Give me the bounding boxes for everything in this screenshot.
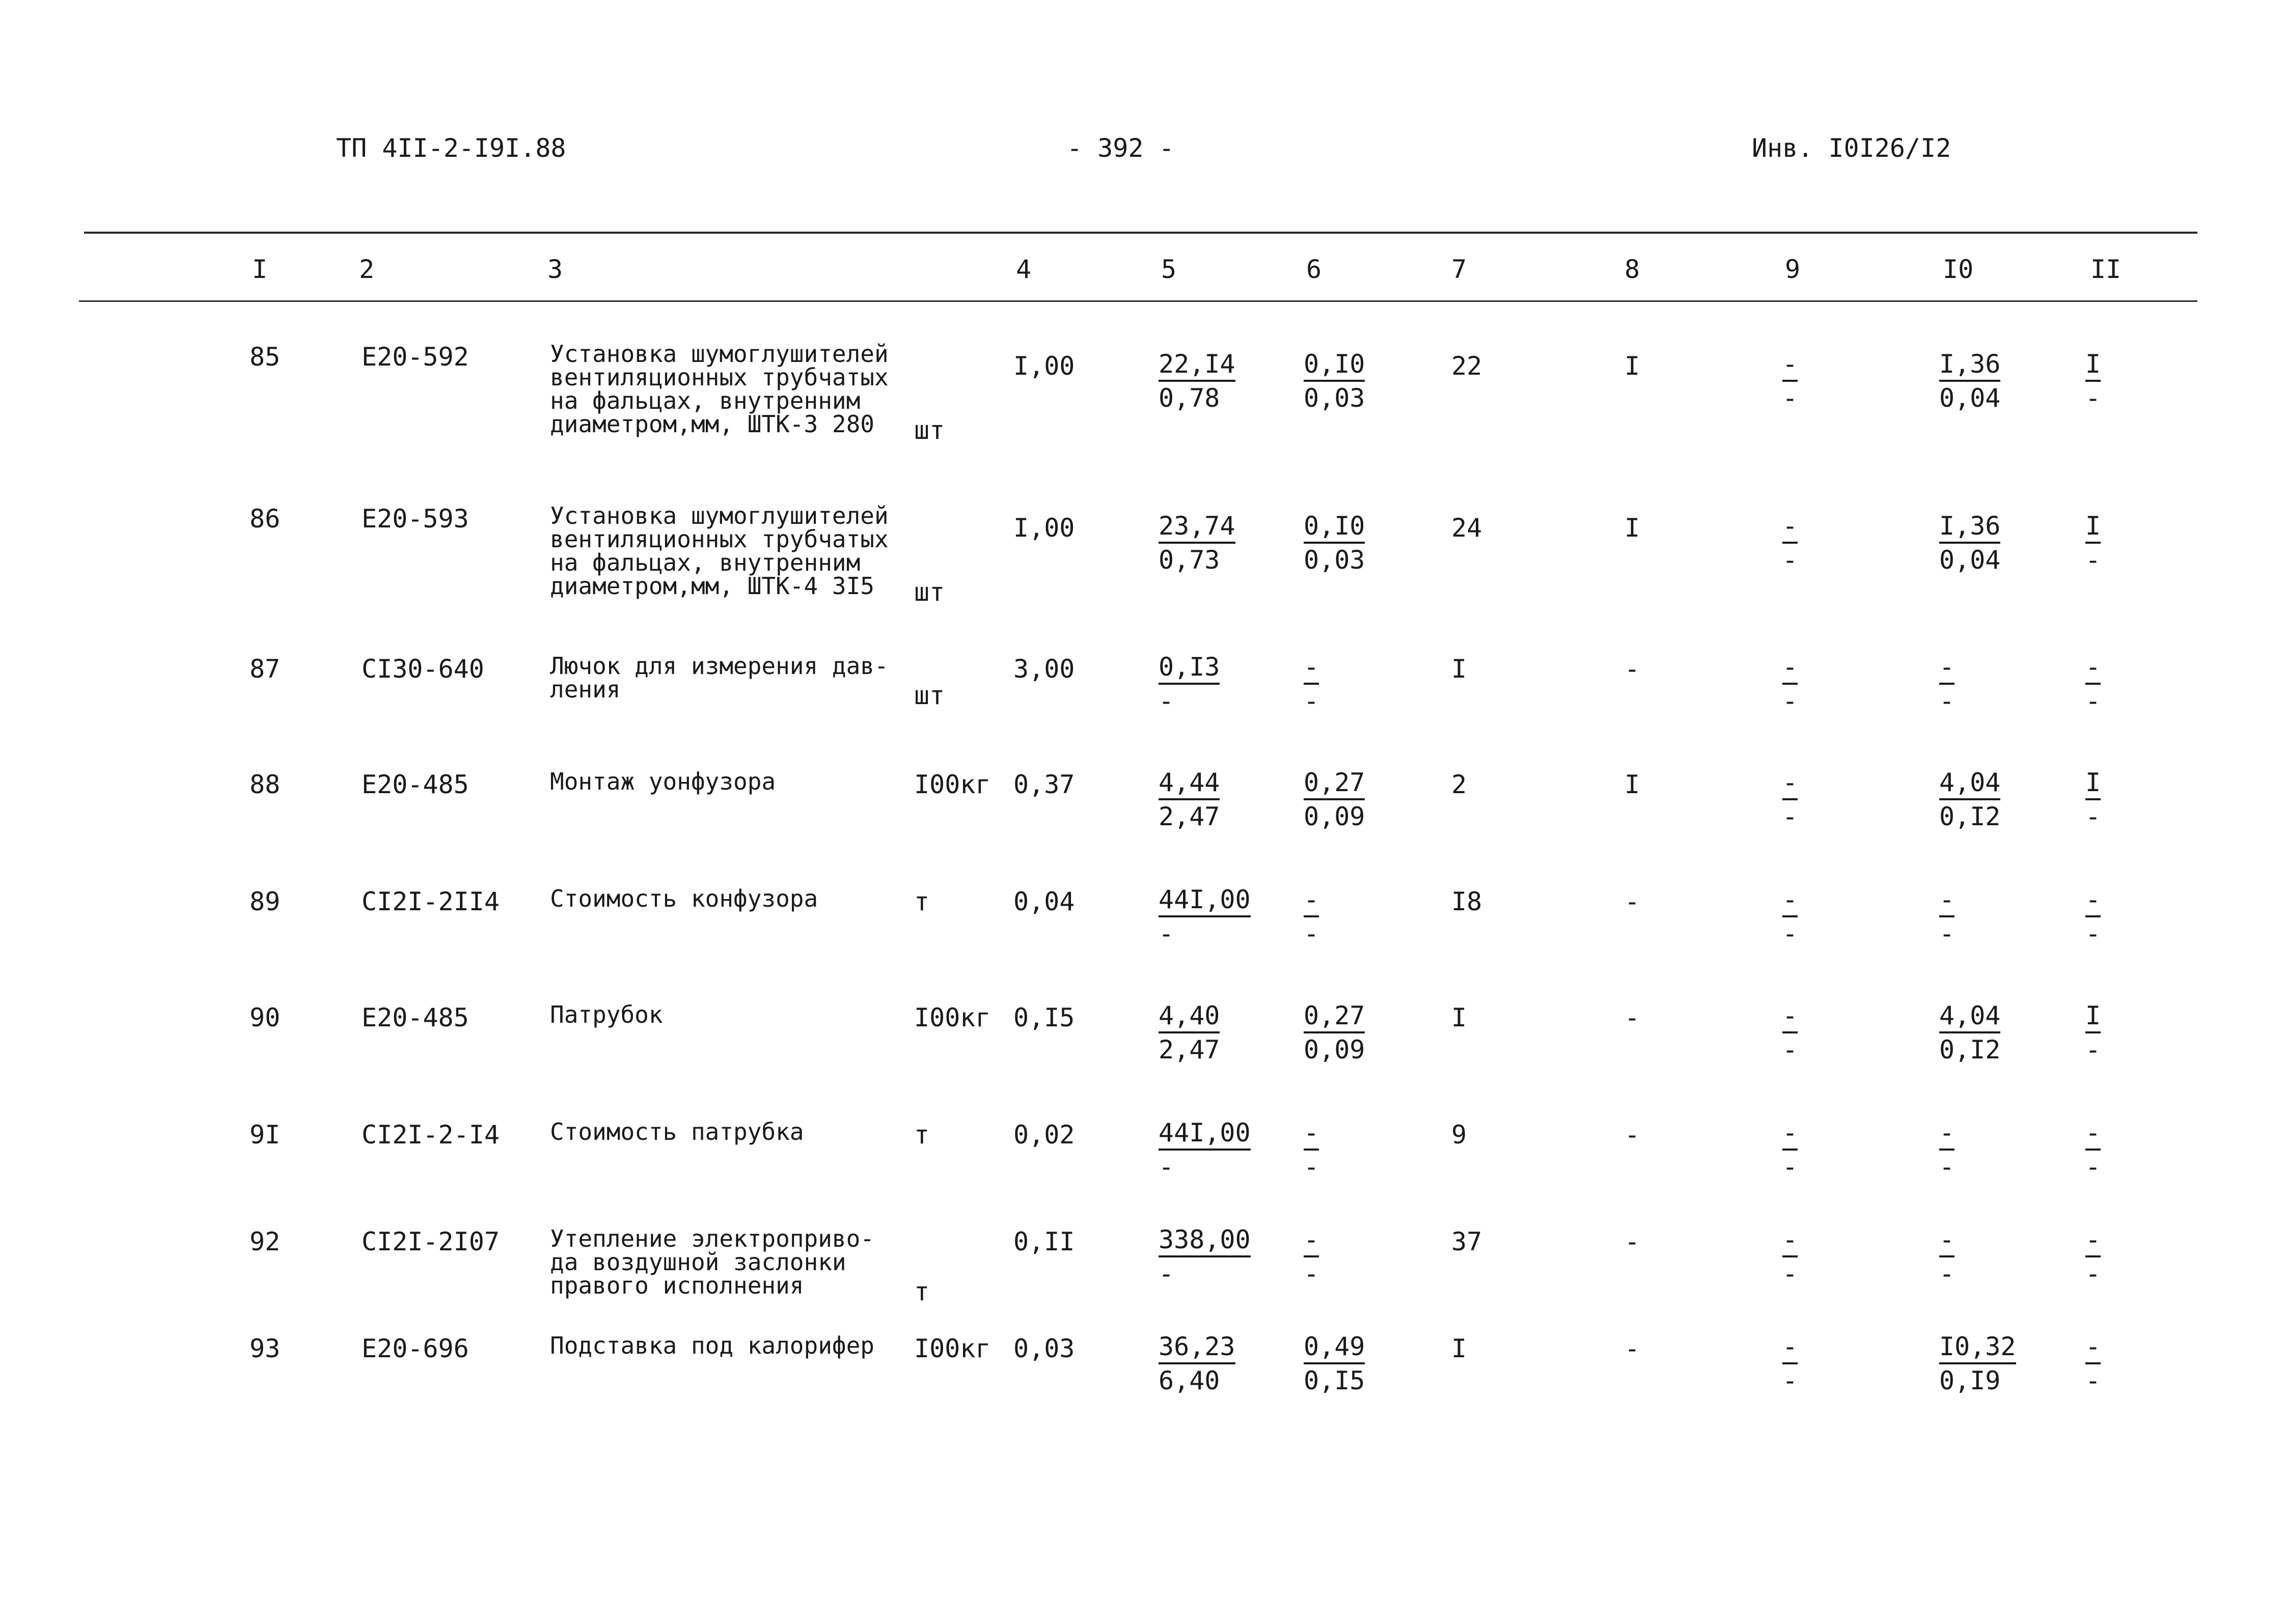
col11-value-denominator: - xyxy=(2085,1152,2101,1182)
col6-value-numerator: - xyxy=(1304,1225,1319,1257)
table-header-rule xyxy=(79,300,2197,302)
col5-value xyxy=(1159,1332,1235,1397)
col9-value-numerator: - xyxy=(1782,1332,1798,1364)
col9-value-numerator: - xyxy=(1782,349,1798,382)
col7-value: I xyxy=(1451,1003,1467,1032)
col9-value-denominator: - xyxy=(1782,1035,1798,1065)
col5-value xyxy=(1159,1225,1251,1290)
col8-value: - xyxy=(1624,1334,1640,1363)
col10-value-numerator: 4,04 xyxy=(1939,768,2000,800)
col10-value xyxy=(1939,768,2000,833)
col6-value xyxy=(1304,511,1365,576)
col6-value-numerator: 0,49 xyxy=(1304,1332,1365,1364)
col6-value xyxy=(1304,652,1319,717)
col10-value-numerator: 4,04 xyxy=(1939,1001,2000,1033)
col11-value-denominator: - xyxy=(2085,383,2101,413)
col5-value-numerator: 22,I4 xyxy=(1159,349,1235,382)
col6-value xyxy=(1304,1332,1365,1397)
quantity: 0,37 xyxy=(1013,770,1075,799)
col5-value-numerator: 0,I3 xyxy=(1159,652,1220,685)
col7-value: 24 xyxy=(1451,513,1482,543)
col10-value-numerator: I,36 xyxy=(1939,511,2000,544)
work-description: Монтаж уонфузора xyxy=(550,768,776,795)
col6-value-numerator: 0,27 xyxy=(1304,1001,1365,1033)
unit: т xyxy=(914,1277,930,1306)
col10-value-denominator: - xyxy=(1939,686,1955,716)
col10-value xyxy=(1939,1118,1954,1183)
col5-value-denominator: 2,47 xyxy=(1159,802,1220,831)
col11-value xyxy=(2085,768,2101,833)
col6-value-numerator: 0,I0 xyxy=(1304,511,1365,544)
quantity: 0,04 xyxy=(1013,887,1075,916)
col9-value xyxy=(1782,652,1798,717)
quantity: I,00 xyxy=(1013,513,1075,543)
quantity: 0,03 xyxy=(1013,1334,1075,1363)
col6-value-denominator: 0,09 xyxy=(1304,1035,1365,1065)
col10-value-numerator: - xyxy=(1939,652,1954,685)
col9-value-numerator: - xyxy=(1782,1118,1798,1151)
col10-value-numerator: I0,32 xyxy=(1939,1332,2016,1364)
work-description: Стоимость патрубка xyxy=(550,1118,804,1145)
col5-value-denominator: 6,40 xyxy=(1159,1366,1220,1395)
col5-value xyxy=(1159,511,1235,576)
col10-value xyxy=(1939,1225,1954,1290)
col6-value-denominator: - xyxy=(1304,1152,1319,1182)
col10-value xyxy=(1939,1001,2000,1066)
col10-value-denominator: 0,I2 xyxy=(1939,802,2001,831)
col11-value-denominator: - xyxy=(2085,686,2101,716)
col9-value-numerator: - xyxy=(1782,768,1798,800)
col9-value-denominator: - xyxy=(1782,545,1798,575)
col9-value-numerator: - xyxy=(1782,511,1798,544)
col9-value-denominator: - xyxy=(1782,1152,1798,1182)
rate-code: Е20-592 xyxy=(362,342,469,372)
col5-value-numerator: 36,23 xyxy=(1159,1332,1235,1364)
col9-value-numerator: - xyxy=(1782,1001,1798,1033)
col5-value-denominator: - xyxy=(1159,686,1174,716)
quantity: I,00 xyxy=(1013,351,1075,381)
col9-value xyxy=(1782,1225,1798,1290)
column-header-10: I0 xyxy=(1943,255,1974,284)
col8-value: - xyxy=(1624,1003,1640,1032)
col9-value xyxy=(1782,511,1798,576)
row-number: 89 xyxy=(250,887,281,916)
row-number: 9I xyxy=(250,1120,281,1150)
col9-value-denominator: - xyxy=(1782,919,1798,948)
col5-value-numerator: 44I,00 xyxy=(1159,1118,1251,1151)
col6-value xyxy=(1304,349,1365,414)
col6-value xyxy=(1304,885,1319,950)
col5-value-numerator: 4,40 xyxy=(1159,1001,1220,1033)
col8-value: - xyxy=(1624,1227,1640,1256)
quantity: 3,00 xyxy=(1013,654,1075,684)
col9-value-denominator: - xyxy=(1782,1366,1798,1395)
col9-value-denominator: - xyxy=(1782,802,1798,831)
col10-value-denominator: 0,04 xyxy=(1939,545,2001,575)
unit: I00кг xyxy=(914,770,991,799)
unit: I00кг xyxy=(914,1334,991,1363)
work-description: Стоимость конфузора xyxy=(550,885,818,912)
col5-value-denominator: 2,47 xyxy=(1159,1035,1220,1065)
col5-value xyxy=(1159,768,1220,833)
col11-value-denominator: - xyxy=(2085,1259,2101,1289)
col7-value: I xyxy=(1451,1334,1467,1363)
col10-value-denominator: 0,04 xyxy=(1939,383,2001,413)
col9-value xyxy=(1782,1332,1798,1397)
rate-code: СI2I-2-I4 xyxy=(362,1120,500,1150)
col8-value: I xyxy=(1624,770,1640,799)
col11-value-numerator: I xyxy=(2085,349,2101,382)
col10-value-numerator: - xyxy=(1939,885,1954,917)
col5-value-numerator: 4,44 xyxy=(1159,768,1220,800)
col6-value-denominator: - xyxy=(1304,919,1319,948)
row-number: 90 xyxy=(250,1003,281,1032)
col6-value-denominator: 0,03 xyxy=(1304,383,1365,413)
row-number: 93 xyxy=(250,1334,281,1363)
inventory-number: Инв. I0I26/I2 xyxy=(1752,133,1951,163)
col10-value xyxy=(1939,652,1954,717)
col9-value-numerator: - xyxy=(1782,652,1798,685)
col10-value xyxy=(1939,885,1954,950)
col9-value xyxy=(1782,1001,1798,1066)
col5-value xyxy=(1159,1001,1220,1066)
column-header-11: II xyxy=(2090,255,2122,284)
work-description: Патрубок xyxy=(550,1001,663,1028)
col11-value-numerator: - xyxy=(2085,1225,2101,1257)
row-number: 88 xyxy=(250,770,281,799)
col6-value xyxy=(1304,1225,1319,1290)
col5-value-numerator: 338,00 xyxy=(1159,1225,1251,1257)
col7-value: 9 xyxy=(1451,1120,1467,1150)
column-header-5: 5 xyxy=(1161,255,1177,284)
col9-value-denominator: - xyxy=(1782,383,1798,413)
col5-value-denominator: - xyxy=(1159,919,1174,948)
col9-value-numerator: - xyxy=(1782,885,1798,917)
col10-value xyxy=(1939,511,2000,576)
col10-value xyxy=(1939,1332,2016,1397)
col10-value-denominator: 0,I2 xyxy=(1939,1035,2001,1065)
column-header-8: 8 xyxy=(1624,255,1640,284)
col11-value-denominator: - xyxy=(2085,1035,2101,1065)
col5-value-numerator: 23,74 xyxy=(1159,511,1235,544)
col8-value: - xyxy=(1624,654,1640,684)
col5-value xyxy=(1159,885,1251,950)
row-number: 86 xyxy=(250,504,281,534)
col11-value-denominator: - xyxy=(2085,919,2101,948)
work-description: Установка шумоглушителей вентиляционных трубчатых на фальцах, внутренним диаметром,мм, ШТК-3 280 xyxy=(550,340,889,438)
col10-value-denominator: - xyxy=(1939,1152,1955,1182)
col11-value xyxy=(2085,1225,2101,1290)
rate-code: Е20-485 xyxy=(362,1003,469,1032)
rate-code: Е20-485 xyxy=(362,770,469,799)
col10-value-numerator: - xyxy=(1939,1225,1954,1257)
work-description: Подставка под калорифер xyxy=(550,1332,874,1359)
col11-value-numerator: I xyxy=(2085,1001,2101,1033)
col6-value xyxy=(1304,1118,1319,1183)
col5-value-denominator: - xyxy=(1159,1259,1174,1289)
col5-value-denominator: 0,78 xyxy=(1159,383,1220,413)
col8-value: - xyxy=(1624,887,1640,916)
col6-value-numerator: - xyxy=(1304,1118,1319,1151)
col11-value-numerator: - xyxy=(2085,652,2101,685)
col7-value: I8 xyxy=(1451,887,1482,916)
col10-value-denominator: 0,I9 xyxy=(1939,1366,2001,1395)
col7-value: 37 xyxy=(1451,1227,1482,1256)
col6-value-denominator: 0,03 xyxy=(1304,545,1365,575)
col6-value xyxy=(1304,1001,1365,1066)
col5-value xyxy=(1159,1118,1251,1183)
col5-value xyxy=(1159,652,1220,717)
col11-value xyxy=(2085,1001,2101,1066)
col6-value-denominator: 0,I5 xyxy=(1304,1366,1365,1395)
doc-code: ТП 4II-2-I9I.88 xyxy=(336,133,566,163)
col11-value-denominator: - xyxy=(2085,1366,2101,1395)
unit: I00кг xyxy=(914,1003,991,1032)
col11-value-denominator: - xyxy=(2085,802,2101,831)
column-header-3: 3 xyxy=(547,255,563,284)
col10-value-denominator: - xyxy=(1939,919,1955,948)
quantity: 0,II xyxy=(1013,1227,1075,1256)
col11-value-numerator: I xyxy=(2085,511,2101,544)
row-number: 92 xyxy=(250,1227,281,1256)
col11-value xyxy=(2085,511,2101,576)
row-number: 85 xyxy=(250,342,281,372)
col5-value-denominator: - xyxy=(1159,1152,1174,1182)
col9-value-numerator: - xyxy=(1782,1225,1798,1257)
col11-value xyxy=(2085,349,2101,414)
col9-value xyxy=(1782,349,1798,414)
quantity: 0,I5 xyxy=(1013,1003,1075,1032)
col6-value-denominator: - xyxy=(1304,686,1319,716)
col11-value xyxy=(2085,1118,2101,1183)
row-number: 87 xyxy=(250,654,281,684)
col10-value-denominator: - xyxy=(1939,1259,1955,1289)
col8-value: I xyxy=(1624,513,1640,543)
col11-value-numerator: - xyxy=(2085,1332,2101,1364)
column-header-9: 9 xyxy=(1785,255,1801,284)
col6-value-denominator: - xyxy=(1304,1259,1319,1289)
col11-value xyxy=(2085,1332,2101,1397)
col9-value xyxy=(1782,768,1798,833)
col7-value: I xyxy=(1451,654,1467,684)
work-description: Утепление электроприво- да воздушной заслонки правого исполнения xyxy=(550,1225,874,1299)
col10-value-numerator: - xyxy=(1939,1118,1954,1151)
rate-code: СI2I-2II4 xyxy=(362,887,500,916)
col11-value-numerator: I xyxy=(2085,768,2101,800)
page-number: - 392 - xyxy=(1067,133,1174,163)
col6-value-denominator: 0,09 xyxy=(1304,802,1365,831)
rate-code: Е20-593 xyxy=(362,504,469,534)
col10-value xyxy=(1939,349,2000,414)
unit: шт xyxy=(914,415,945,445)
col7-value: 22 xyxy=(1451,351,1482,381)
col8-value: I xyxy=(1624,351,1640,381)
column-header-6: 6 xyxy=(1306,255,1322,284)
col11-value xyxy=(2085,885,2101,950)
work-description: Установка шумоглушителей вентиляционных трубчатых на фальцах, внутренним диаметром,мм, ШТК-4 3I5 xyxy=(550,502,889,600)
col6-value-numerator: 0,I0 xyxy=(1304,349,1365,382)
col9-value xyxy=(1782,885,1798,950)
unit: т xyxy=(914,1120,930,1150)
rate-code: СI2I-2I07 xyxy=(362,1227,500,1256)
col6-value xyxy=(1304,768,1365,833)
col9-value-denominator: - xyxy=(1782,1259,1798,1289)
col5-value xyxy=(1159,349,1235,414)
col9-value xyxy=(1782,1118,1798,1183)
rate-code: СI30-640 xyxy=(362,654,484,684)
column-header-1: I xyxy=(252,255,268,284)
col10-value-numerator: I,36 xyxy=(1939,349,2000,382)
col5-value-numerator: 44I,00 xyxy=(1159,885,1251,917)
col11-value-numerator: - xyxy=(2085,885,2101,917)
table-top-rule xyxy=(84,232,2197,234)
rate-code: Е20-696 xyxy=(362,1334,469,1363)
col11-value-denominator: - xyxy=(2085,545,2101,575)
col8-value: - xyxy=(1624,1120,1640,1150)
unit: шт xyxy=(914,577,945,607)
col7-value: 2 xyxy=(1451,770,1467,799)
unit: шт xyxy=(914,681,945,710)
col9-value-denominator: - xyxy=(1782,686,1798,716)
column-header-4: 4 xyxy=(1016,255,1032,284)
unit: т xyxy=(914,887,930,916)
column-header-2: 2 xyxy=(359,255,375,284)
col11-value-numerator: - xyxy=(2085,1118,2101,1151)
col6-value-numerator: 0,27 xyxy=(1304,768,1365,800)
col6-value-numerator: - xyxy=(1304,885,1319,917)
column-header-7: 7 xyxy=(1451,255,1467,284)
work-description: Лючок для измерения дав- ления xyxy=(550,652,889,703)
col5-value-denominator: 0,73 xyxy=(1159,545,1220,575)
quantity: 0,02 xyxy=(1013,1120,1075,1150)
col6-value-numerator: - xyxy=(1304,652,1319,685)
col11-value xyxy=(2085,652,2101,717)
